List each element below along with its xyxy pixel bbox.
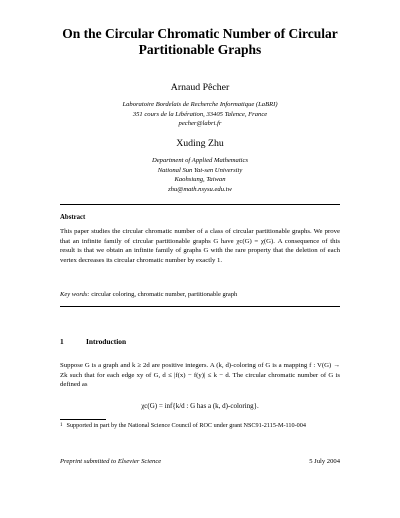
footnote-mark: 1 <box>60 423 63 428</box>
paper-title <box>0 26 400 58</box>
footer-date: 5 July 2004 <box>309 458 340 465</box>
author-name-2: Xuding Zhu <box>176 138 224 149</box>
section-title: Introduction <box>86 337 127 346</box>
author-name-1: Arnaud Pêcher <box>170 82 230 93</box>
abstract-text: This paper studies the circular chromatic number of a class of circular partitionable graphs. We prove that an infinite family of circular partitionable graphs G have χc(G) = χ(G). A consequence of this result is that we obtain an infinite family of graphs G with the rare property that the deletion of each vertex decreases its circular chromatic number by exactly 1. <box>60 228 340 264</box>
affiliation-university: National Sun Yat-sen University <box>157 166 243 174</box>
intro-paragraph: Suppose G is a graph and k ≥ 2d are positive integers. A (k, d)-coloring of G is a mapping f : V(G) → Zk such that for each edge xy of G, d ≤ |f(x) − f(y)| ≤ k − d. The circular chromatic number of G is defined as <box>60 362 340 389</box>
affiliation-address: 351 cours de la Libération, 33405 Talence, France <box>132 110 268 118</box>
author-email-1: pecher@labri.fr <box>178 120 222 128</box>
affiliation-dept: Department of Applied Mathematics <box>151 157 249 164</box>
equation-circular-chromatic: χc(G) = inf{k/d : G has a (k, d)-coloring}. <box>141 402 259 410</box>
abstract-bottom-rule <box>60 306 340 307</box>
abstract-heading: Abstract <box>60 214 86 221</box>
keywords-list: circular coloring, chromatic number, partitionable graph <box>91 291 238 298</box>
keywords-label: Key words: <box>60 291 90 298</box>
author-affiliation-2 <box>0 156 400 194</box>
footer-preprint: Preprint submitted to Elsevier Science <box>60 458 162 465</box>
footnote-text: Supported in part by the National Science Council of ROC under grant NSC91-2115-M-110-004 <box>66 422 306 429</box>
footnote-rule <box>60 419 106 420</box>
affiliation-city: Kaohsiung, Taiwan <box>174 176 226 184</box>
abstract-top-rule <box>60 204 340 205</box>
keywords <box>60 291 237 298</box>
affiliation-lab: Laboratoire Bordelais de Recherche Informatique (LaBRI) <box>122 101 278 108</box>
section-heading <box>60 337 126 346</box>
title-line-1: On the Circular Chromatic Number of Circular <box>62 26 338 41</box>
author-email-2: zhu@math.nsysu.edu.tw <box>168 185 232 193</box>
title-line-2: Partitionable Graphs <box>138 42 262 57</box>
author-affiliation-1 <box>0 100 400 129</box>
footnote <box>60 422 340 431</box>
section-number: 1 <box>60 337 64 346</box>
